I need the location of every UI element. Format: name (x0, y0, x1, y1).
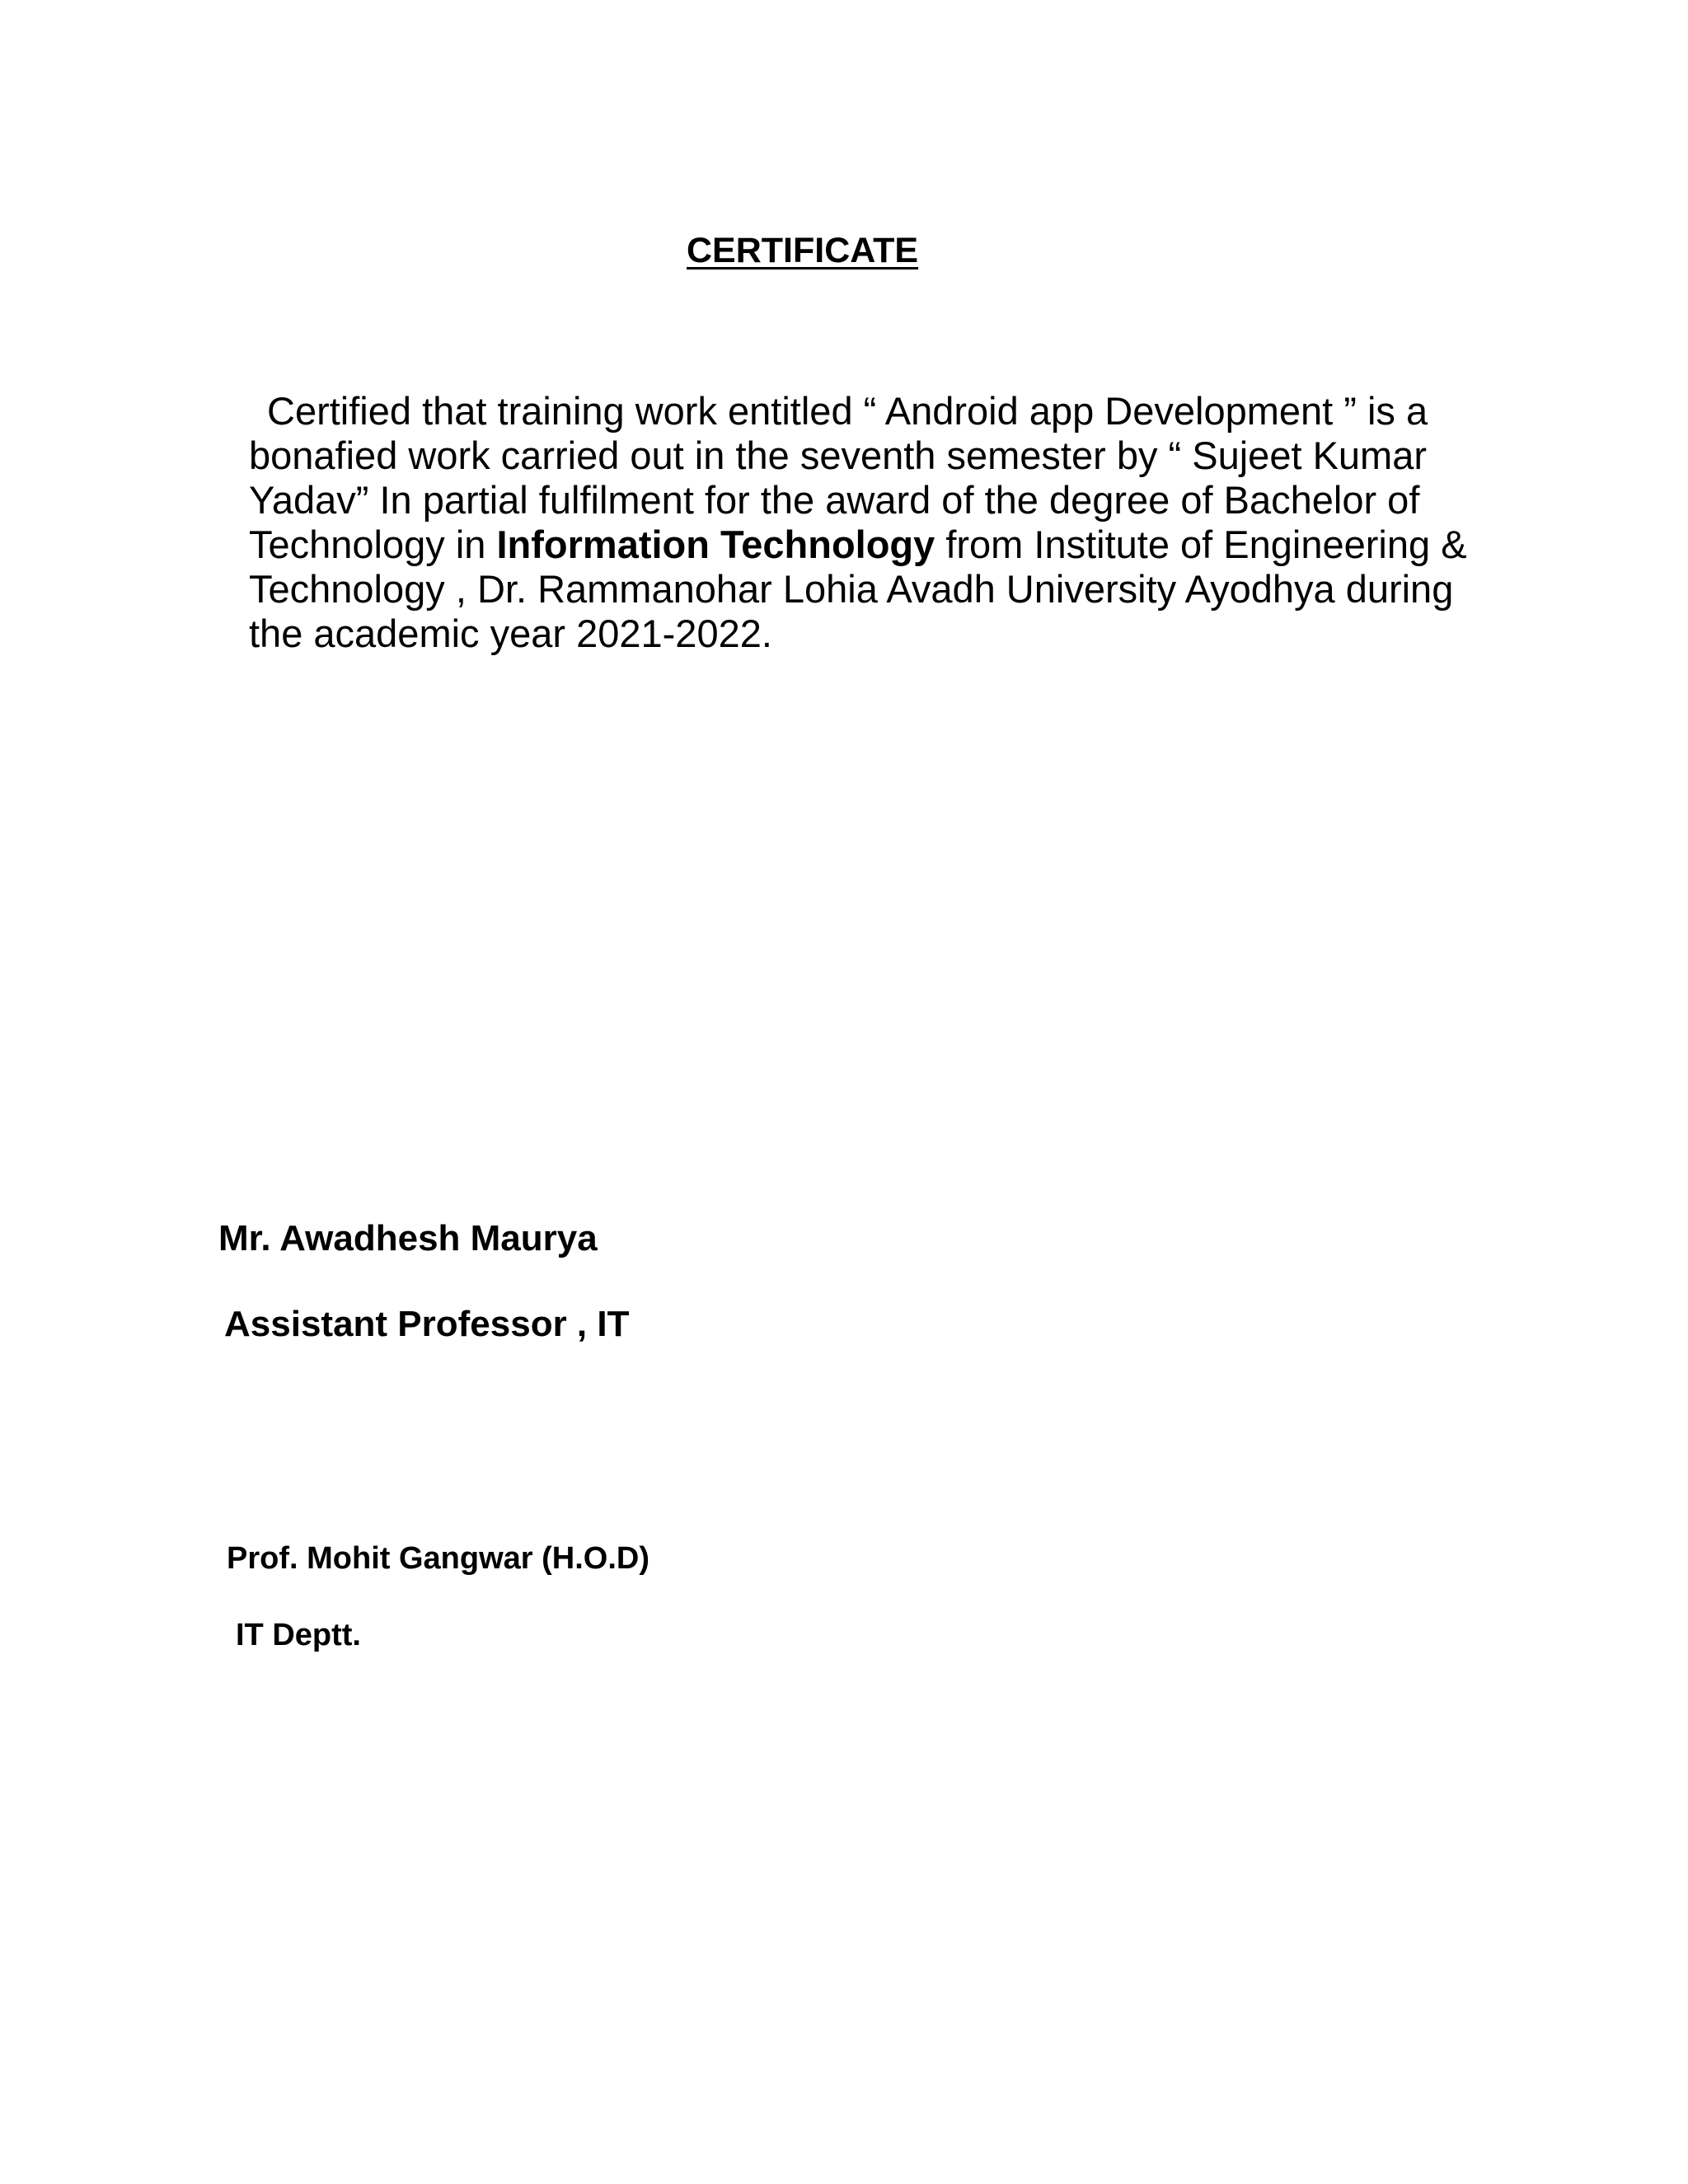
body-line-6: the academic year 2021-2022. (249, 612, 772, 655)
body-line-4 (249, 523, 1535, 567)
body-line-1: Certified that training work entitled “ Android app Development ” is a (267, 389, 1428, 433)
degree-subject: Information Technology (496, 523, 935, 566)
signatory-2-name: Prof. Mohit Gangwar (H.O.D) (227, 1541, 649, 1576)
body-line-2: bonafied work carried out in the seventh semester by “ Sujeet Kumar (249, 434, 1428, 477)
certificate-body (249, 389, 1535, 656)
signatory-2-role: IT Deptt. (236, 1618, 361, 1652)
signatory-1-role: Assistant Professor , IT (224, 1304, 630, 1344)
body-line-5: Technology , Dr. Rammanohar Lohia Avadh University Ayodhya during (249, 567, 1454, 611)
body-line-4-prefix: Technology in (249, 523, 497, 566)
body-line-4-suffix: from Institute of Engineering & (935, 523, 1467, 566)
certificate-title: CERTIFICATE (687, 231, 919, 270)
signatory-1-name: Mr. Awadhesh Maurya (218, 1218, 598, 1258)
body-line-3: Yadav” In partial fulfilment for the award of the degree of Bachelor of (249, 478, 1420, 522)
